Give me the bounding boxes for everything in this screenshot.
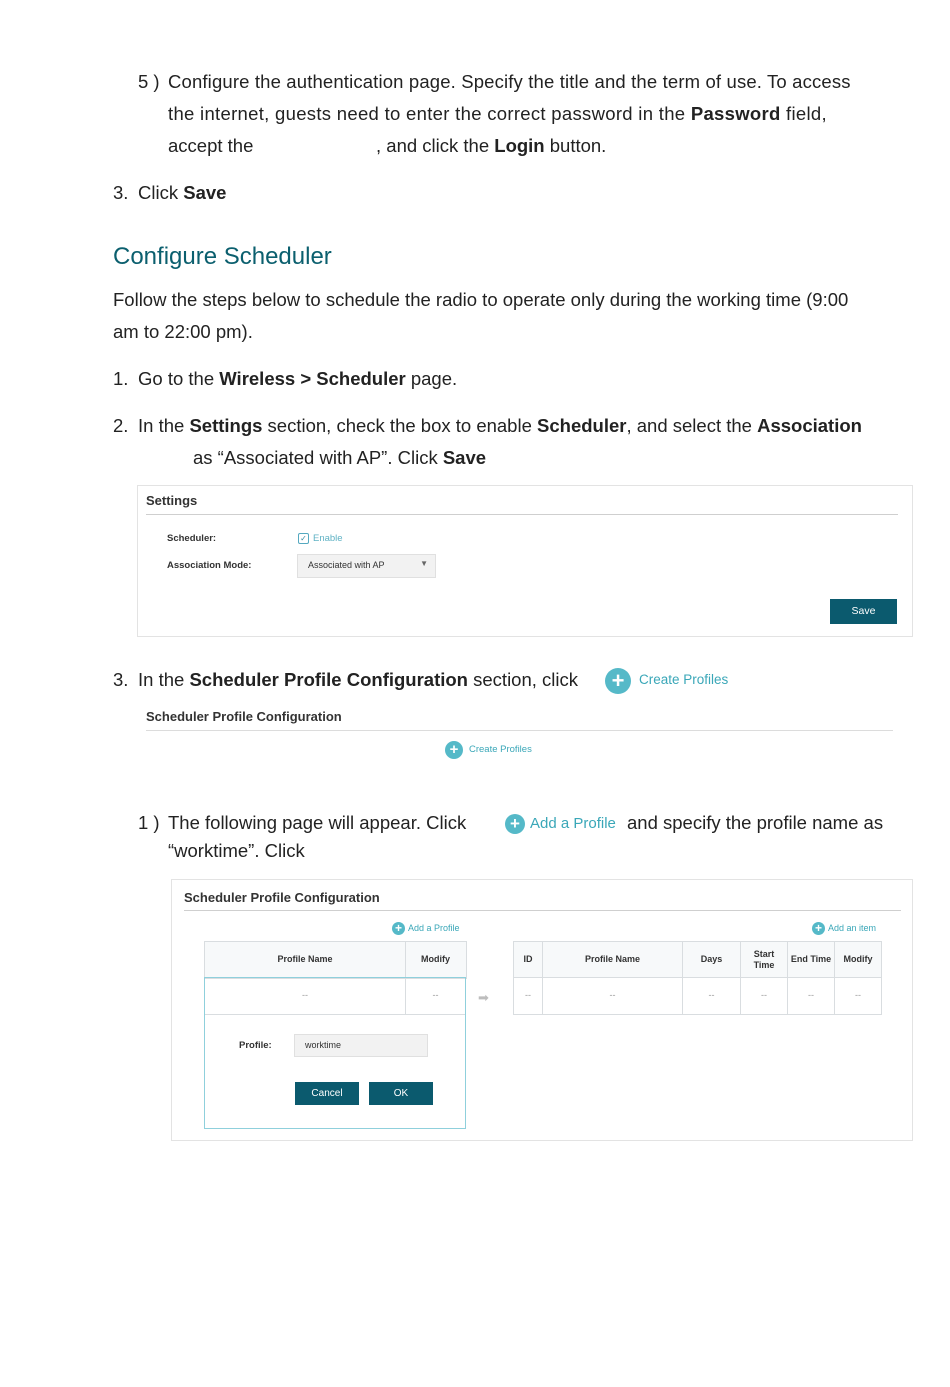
paragraph-line: Follow the steps below to schedule the radio to operate only during the working time (9:00 [113,289,849,310]
text: accept the [168,135,254,156]
text: , and click the [376,135,495,156]
column-divider [682,941,683,1014]
bold-text: Scheduler [537,415,627,436]
column-header: Days [700,954,723,964]
text: section, click [468,669,579,690]
column-divider [834,941,835,1014]
paragraph-line: Configure the authentication page. Specify the title and the term of use. To access [168,71,851,92]
add-an-item-button[interactable]: Add an item [828,923,877,933]
bold-text: Association [757,415,862,436]
profile-label: Profile: [239,1040,272,1051]
table-cell: -- [609,990,616,1000]
table-cell: -- [808,990,814,1000]
input-value: worktime [305,1040,342,1050]
ok-button[interactable]: OK [369,1082,433,1105]
bold-text: Save [442,447,487,468]
text: section, check the box to enable [262,415,538,436]
enable-checkbox[interactable]: ✓ [298,533,309,544]
panel-title: Settings [146,493,198,508]
plus-circle-icon: + [392,922,405,935]
add-a-profile-button[interactable]: Add a Profile [408,923,460,933]
divider [146,514,898,515]
table-cell: -- [708,990,715,1000]
paragraph-line [168,98,911,130]
paragraph-line [138,177,226,209]
paragraph-line: The following page will appear. Click [168,812,467,833]
column-header: Modify [421,954,450,964]
bold-text: Settings [189,415,263,436]
divider [184,910,901,911]
text: field, [780,103,827,124]
paragraph-line [193,442,486,474]
bold-text: Save [183,182,227,203]
chevron-down-icon: ▼ [420,559,428,568]
text: button. [544,135,607,156]
column-header: Modify [843,954,873,964]
paragraph-line [138,664,578,696]
column-header: Start Time [753,949,775,970]
table-cell: -- [432,990,439,1000]
column-header: ID [523,954,533,964]
cancel-button[interactable]: Cancel [295,1082,359,1105]
paragraph-line [138,363,457,395]
profile-input[interactable] [294,1034,428,1057]
text: In the [138,415,190,436]
text: page. [405,368,458,389]
add-a-profile-link[interactable]: Add a Profile [530,815,616,832]
paragraph-line [168,130,253,162]
column-header: Profile Name [584,954,641,964]
plus-circle-icon: + [445,741,463,759]
table-cell: -- [855,990,861,1000]
row-divider [513,977,881,978]
step-number: 5 ) [138,71,160,92]
bold-text: Wireless > Scheduler [219,368,406,389]
table-cell: -- [302,990,308,1000]
paragraph-line: and specify the profile name as [627,812,884,833]
step-number: 3. [113,669,129,690]
column-header: End Time [790,954,832,964]
plus-circle-icon: + [605,668,631,694]
text: , and select the [626,415,758,436]
paragraph-line [376,130,606,162]
row-divider [205,1014,465,1015]
step-number: 1. [113,368,129,389]
arrow-right-icon: ➡ [478,990,489,1005]
save-button[interactable]: Save [830,599,897,624]
column-divider [787,941,788,1014]
plus-circle-icon: + [812,922,825,935]
create-profiles-link[interactable]: Create Profiles [639,672,729,687]
column-divider [740,941,741,1014]
table-cell: -- [761,990,767,1000]
text: In the [138,669,190,690]
text: the internet, guests need to enter the correct password in the [168,103,691,124]
table-cell: -- [525,990,531,1000]
paragraph-line [138,410,913,442]
bold-text: Scheduler Profile Configuration [189,669,468,690]
bold-text: Login [494,135,545,156]
paragraph-line: “worktime”. Click [168,840,305,861]
text: Go to the [138,368,220,389]
create-profiles-button[interactable]: Create Profiles [469,744,532,755]
enable-label: Enable [313,533,343,544]
step-number: 2. [113,415,129,436]
scheduler-label: Scheduler: [167,533,217,544]
association-mode-select[interactable] [297,554,436,578]
step-number: 1 ) [138,812,160,833]
text: as “Associated with AP”. Click [193,447,443,468]
settings-panel [137,485,913,637]
text: Click [138,182,184,203]
divider [146,730,893,731]
column-divider [542,941,543,1014]
column-header: Profile Name [277,954,333,964]
section-heading: Configure Scheduler [113,243,332,270]
panel-title: Scheduler Profile Configuration [146,709,342,724]
plus-circle-icon: + [505,814,525,834]
association-mode-label: Association Mode: [167,560,252,571]
paragraph-line: am to 22:00 pm). [113,321,253,342]
step-number: 3. [113,182,129,203]
select-value: Associated with AP [308,560,385,570]
bold-text: Password [690,103,781,124]
panel-title: Scheduler Profile Configuration [184,890,380,905]
